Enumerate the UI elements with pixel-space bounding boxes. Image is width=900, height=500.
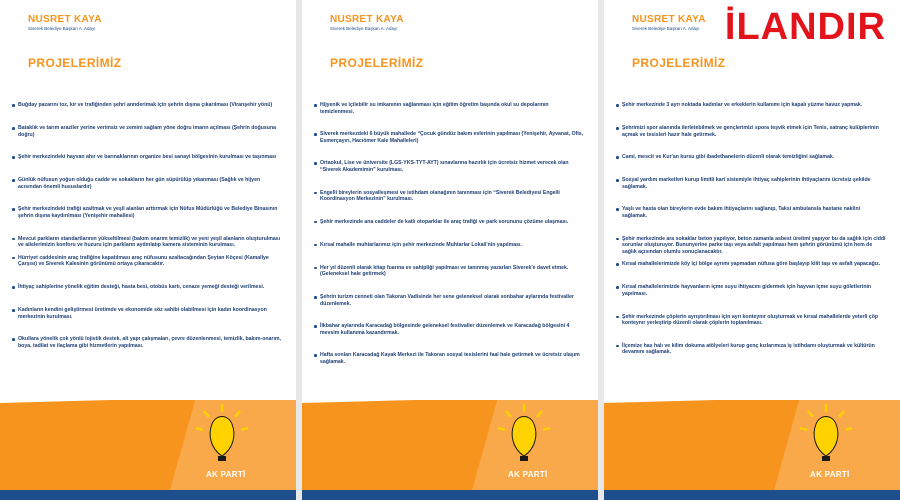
party-name: AK PARTİ [206,470,246,479]
footer-blue-band [0,490,296,500]
party-name: AK PARTİ [810,470,850,479]
list-item: Bataklık ve tarım araziler yerine verimsiz ve zemini sağlam yöne doğru imarın açılması (Şehrin doğusuna doğru) [12,125,282,138]
list-item: Hafta sonları Karacadağ Kayak Merkezi ile Takoran sosyal tesislerini faal hale getirmek ve ücretsiz ulaşım sağlamak. [314,352,584,365]
list-item: Her yıl düzenli olarak kitap fuarına ev sahipliği yapılması ve tanınmış yazarları Siverek'e davet etmek. (Geleneksel hale getirmek) [314,265,584,278]
list-item: Hürriyet caddesinin araç trafiğine kapatılması araç nüfusunu azaltacağından Şeytan Köçesi (Kamallye Çarşısı) ve Siverek Kalesinin görünümü ortaya çıkaracaktır. [12,255,282,268]
page-title: PROJELERİMİZ [330,56,424,70]
list-item: Şehrimizi spor alanında ilerletebilmek ve gençlerimizi spora teşvik etmek için Tenis, satranç kulüplerinin açmak ve tesisleri hazır hale getirmek. [616,125,886,138]
list-item: Kırsal mahallelerimizde köy içi bölge ayrımı yapmadan nüfusa göre başlayıp kilit taşı ve asfalt yapacağız. [616,261,886,268]
candidate-name: NUSRET KAYA [28,14,102,25]
ad-stamp: İLANDIR [724,6,886,48]
flyer-page-1 [0,0,296,500]
candidate-subtitle: Siverek Belediye Başkan A. Adayı [330,26,398,31]
list-item: Kırsal mahalle muhtarlarımız için şehir merkezinde Muhtarlar Lokali'nin yapılması. [314,242,584,249]
candidate-subtitle: Siverek Belediye Başkan A. Adayı [28,26,96,31]
list-item: Buğday pazarını toz, kir ve trafiğinden şehri annderimak için şehrin dışına çıkarılması (Viranşehir yönü) [12,102,282,109]
candidate-name: NUSRET KAYA [632,14,706,25]
ak-parti-logo-icon [302,0,598,500]
list-item: Engelli bireylerin sosyalleşmesi ve istihdam olanağının tanınması için “Siverek Belediyesi Engelli Koordinasyon Merkezinin” kurulması. [314,190,584,203]
list-item: Şehir merkezinde ana caddeler de katlı otoparklar ile araç trafiği ve park sorununu çözüme ulaşması. [314,219,584,226]
candidate-subtitle: Siverek Belediye Başkan A. Adayı [632,26,700,31]
flyer-page-3 [604,0,900,500]
footer-blue-band [604,490,900,500]
list-item: İlçemize has halı ve kilim dokuma atölyeleri kurup genç kızlarımıza iş istihdamı oluşturmak ve kültürün devamını sağlamak. [616,343,886,356]
list-item: Şehir merkezinde 3 ayrı noktada kadınlar ve erkeklerin kullanımı için kapalı yüzme havuz yapmak. [616,102,886,109]
candidate-name: NUSRET KAYA [330,14,404,25]
ak-parti-logo-icon [0,0,296,500]
list-item: Siverek merkezdeki 6 büyük mahallede “Çocuk gündüz bakım evlerinin yapılması (Yenişehir, Ayvanat, Ofis, Esmerçayırı, Hacıömer Kale Mahalleleri) [314,131,584,144]
list-item: Günlük nüfusun yoğun olduğu cadde ve sokakların her gün süpürülüp yıkanması (Sağlık ve hijyen acısından önemli hususlardır) [12,177,282,190]
list-item: Kırsal mahallelerimizde hayvanların içme suyu ihtiyacını gidermek için hayvan içme suyu göletlerinin yapılması. [616,284,886,297]
list-item: Hijyenik ve içilebilir su imkanının sağlanması için eğitim öğretim başında okul su depolarının temizlenmesi. [314,102,584,115]
list-item: Şehir merkezindeki hayvan ahır ve barınaklarının organize besi sanayi bölgesinin kurulması ve taşınması [12,154,282,161]
page-title: PROJELERİMİZ [28,56,122,70]
party-name: AK PARTİ [508,470,548,479]
flyer-page-2 [302,0,598,500]
list-item: Ortaokul, Lise ve üniversite (LGS-YKS-TYT-AYT) sınavlarına hazırlık için ücretsiz hizmet verecek olan “Siverek Akademimin” kurulması. [314,160,584,173]
list-item: Mevcut parkların standartlarının yükseltilmesi (bakım onarım temizlik) ve yeni yeşil alanların oluşturulması ve ailelerimizin konforu ve huzuru için parkların aydınlatıp kamera sisteminin kurulması. [12,236,282,249]
list-item: Kadınların kendini geliştirmesi üretimde ve ekonomide söz sahibi olabilmesi için kadın koordinasyon merkezinin kurulması. [12,307,282,320]
list-item: İhtiyaç sahiplerine yönelik eğitim desteği, hasta besi, otobüs kartı, cenaze yemeği desteği verilmesi. [12,284,282,291]
ak-parti-logo-icon [604,0,900,500]
list-item: Şehir merkezindeki trafiği azaltmak ve yeşil alanları arttırmak için Nüfus Müdürlüğü ve Belediye Binasının şehrin dışına kaydırılması (Yenişehir mahallesi) [12,206,282,219]
page-title: PROJELERİMİZ [632,56,726,70]
footer-blue-band [302,490,598,500]
list-item: İlkbahar aylarında Karacadağ bölgesinde geleneksel festivaller düzenlemek ve Karacadağ bölgesini 4 mevsim kullanıma kazandırmak. [314,323,584,336]
list-item: Cami, mescit ve Kur'an kursu gibi ibadethanelerin düzenli olarak temizliğini sağlamak. [616,154,886,161]
list-item: Yaşlı ve hasta olan bireylerin evde bakım ihtiyaçlarını sağlanıp, Taksi ambulansla hastane naklini sağlamak. [616,206,886,219]
list-item: Şehrin turizm cenneti olan Takoran Vadisinde her sene geleneksel olarak sonbahar aylarında festivaller düzenlemek. [314,294,584,307]
list-item: Şehir merkezinde ara sokaklar beton yapılıyor, beton zamanla asbest üretimi yapıyor bu da sağlık için ciddi sorunlar oluşturuyor. Bununyerine parke taşı veya asfalt yapılması hem şehrin görünümü için hem de sağlık açısından olumlu sonuçlanacaktır. [616,236,886,256]
list-item: Sosyal yardım marketleri kurup limitli kart sistemiyle ihtiyaç sahiplerinin ihtiyaçlarını ücretsiz şekilde sağlamak. [616,177,886,190]
list-item: Şehir merkezinde çöplerin ayrıştırılması için ayrı konteynır oluşturmak ve kırsal mahallelerde yeterli çöp konteynır yerleştirip düzenli olarak çöplerin toplanılması. [616,314,886,327]
list-item: Okullara yönelik çok yönlü lojistik destek, alt yapı çalışmaları, çevre düzenlenmesi, temizlik, bakım-onarım, boya, tadilat ve ilaçlama gibi hizmetlerin yapılması. [12,336,282,349]
